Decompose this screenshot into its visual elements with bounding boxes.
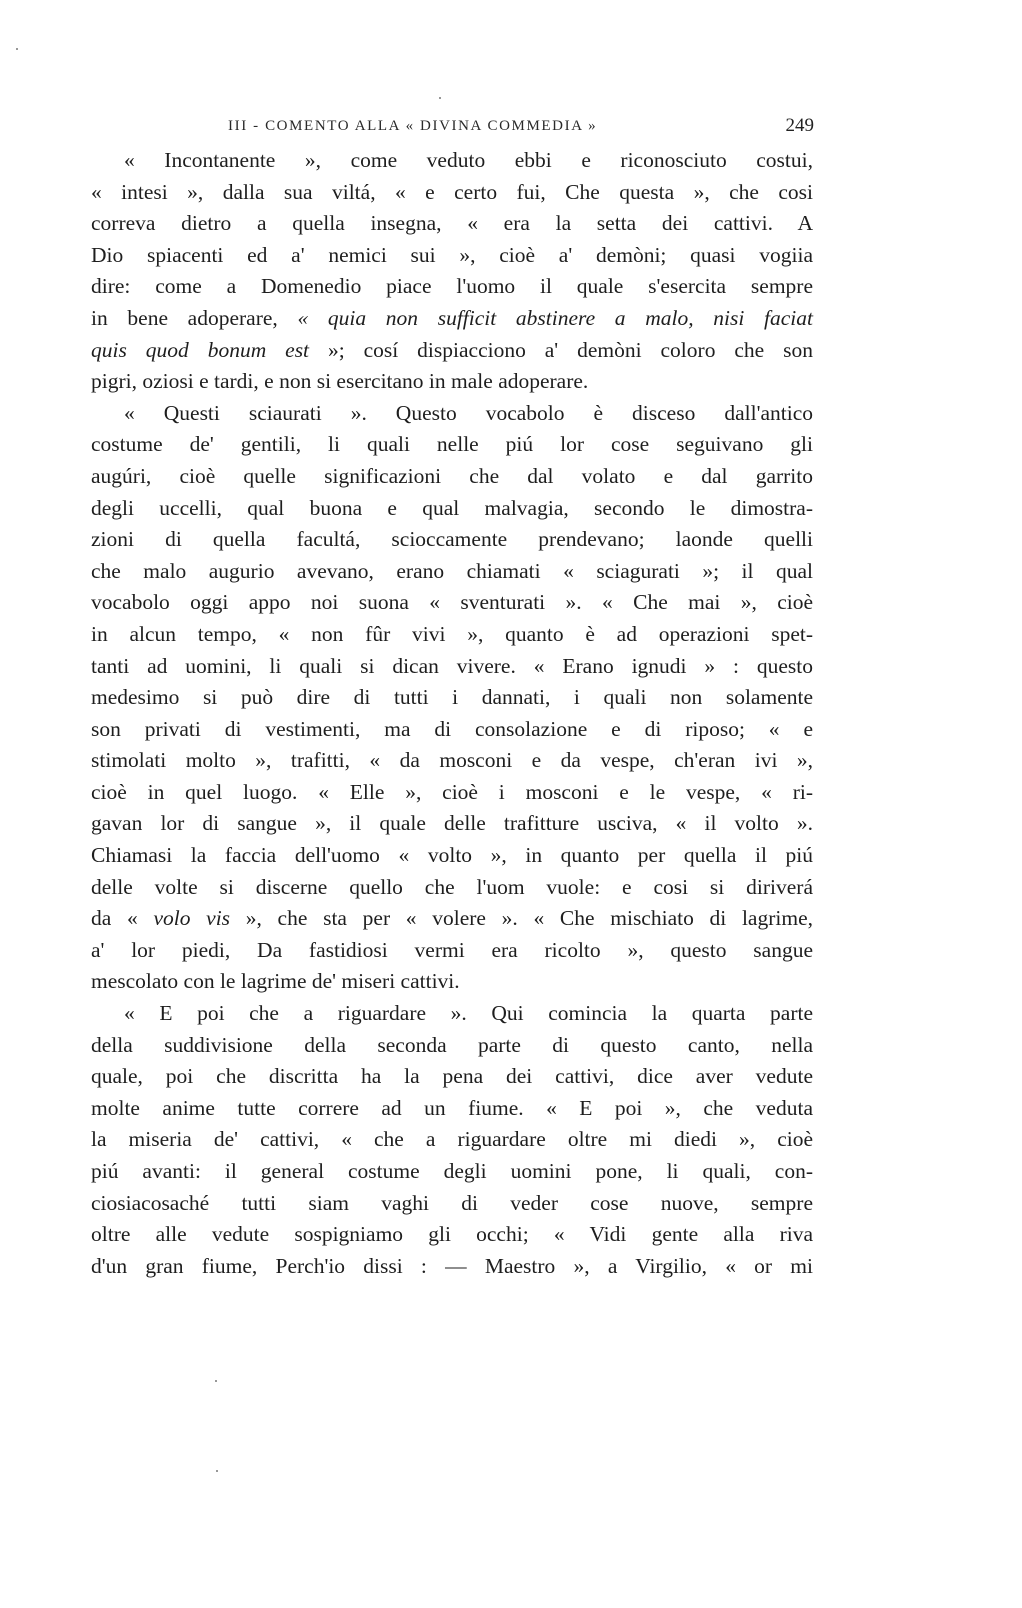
text-line xyxy=(91,935,813,967)
latin-quotation: quis quod bonum est xyxy=(91,337,310,362)
text-line xyxy=(91,429,813,461)
line-text: piú avanti: il general costume degli uomini pone, li quali, con- xyxy=(91,1159,813,1183)
text-line xyxy=(91,619,813,651)
scan-speck xyxy=(16,48,18,50)
line-text: « intesi », dalla sua viltá, « e certo fui, Che questa », che cosi xyxy=(91,179,813,204)
latin-quotation: « quia non sufficit abstinere a malo, nisi faciat xyxy=(297,305,813,330)
line-text: ciosiacosaché tutti siam vaghi di veder cose nuove, sempre xyxy=(91,1190,813,1215)
text-line xyxy=(91,966,813,998)
line-text: gavan lor di sangue », il quale delle trafitture usciva, « il volto ». xyxy=(91,811,813,836)
line-text: oltre alle vedute sospigniamo gli occhi; « Vidi gente alla riva xyxy=(91,1222,813,1247)
scan-speck xyxy=(439,97,441,99)
scan-speck xyxy=(215,1380,217,1382)
line-text: delle volte si discerne quello che l'uom vuole: e cosi si diriverá xyxy=(91,874,813,899)
text-line xyxy=(91,1156,813,1188)
text-line xyxy=(91,745,813,777)
latin-quotation: volo vis xyxy=(153,906,231,931)
line-text: la miseria de' cattivi, « che a riguardare oltre mi diedi », cioè xyxy=(91,1127,813,1152)
text-line xyxy=(91,208,813,240)
line-text: in alcun tempo, « non fûr vivi », quanto è ad operazioni spet- xyxy=(91,621,813,646)
line-text: Chiamasi la faccia dell'uomo « volto », in quanto per quella il piú xyxy=(91,843,813,868)
line-text: stimolati molto », trafitti, « da mosconi e da vespe, ch'eran ivi », xyxy=(91,748,813,773)
text-line xyxy=(91,461,813,493)
page-number: 249 xyxy=(785,115,814,136)
text-line xyxy=(91,1061,813,1093)
text-line xyxy=(91,682,813,714)
text-line xyxy=(91,1093,813,1125)
text-line xyxy=(91,493,813,525)
running-title: III - COMENTO ALLA « DIVINA COMMEDIA » xyxy=(228,118,598,134)
line-text: che malo augurio avevano, erano chiamati « sciagurati »; il qual xyxy=(91,558,813,583)
text-line xyxy=(91,1030,813,1062)
text-line xyxy=(91,240,813,272)
line-text: della suddivisione della seconda parte di questo canto, nella xyxy=(91,1032,813,1057)
text-line xyxy=(91,840,813,872)
text-line xyxy=(91,1124,813,1156)
text-line xyxy=(91,872,813,904)
text-line xyxy=(91,587,813,619)
text-line xyxy=(91,177,813,209)
scan-speck xyxy=(216,1470,218,1472)
line-text: dire: come a Domenedio piace l'uomo il quale s'esercita sempre xyxy=(91,274,813,299)
text-line xyxy=(91,556,813,588)
line-text: tanti ad uomini, li quali si dican vivere. « Erano ignudi » : questo xyxy=(91,653,813,678)
line-text: Dio spiacenti ed a' nemici sui », cioè a' demòni; quasi vogiia xyxy=(91,242,813,267)
line-text: »; cosí dispiacciono a' demòni coloro che son xyxy=(309,337,813,362)
text-line xyxy=(91,651,813,683)
line-text: medesimo si può dire di tutti i dannati, i quali non solamente xyxy=(91,685,813,710)
text-line xyxy=(91,1251,813,1283)
line-text: son privati di vestimenti, ma di consolazione e di riposo; « e xyxy=(91,716,813,741)
line-text: vocabolo oggi appo noi suona « sventurati ». « Che mai », cioè xyxy=(91,590,813,615)
text-line xyxy=(91,777,813,809)
text-line xyxy=(91,714,813,746)
line-text: da « xyxy=(91,906,154,931)
line-text: in bene adoperare, xyxy=(91,305,298,330)
line-text: pigri, oziosi e tardi, e non si esercitano in male adoperare. xyxy=(91,369,589,394)
body-text xyxy=(91,145,813,1282)
text-line xyxy=(91,524,813,556)
page-header xyxy=(228,115,814,144)
text-line xyxy=(91,303,813,335)
line-text: correva dietro a quella insegna, « era la setta dei cattivi. A xyxy=(91,211,813,236)
line-text: quale, poi che discritta ha la pena dei cattivi, dice aver vedute xyxy=(91,1064,813,1089)
text-line xyxy=(91,366,813,398)
text-line xyxy=(91,335,813,367)
line-text: cioè in quel luogo. « Elle », cioè i mosconi e le vespe, « ri- xyxy=(91,779,813,804)
text-line xyxy=(91,271,813,303)
text-line xyxy=(91,145,813,177)
text-line xyxy=(91,903,813,935)
line-text: mescolato con le lagrime de' miseri cattivi. xyxy=(91,969,460,994)
line-text: a' lor piedi, Da fastidiosi vermi era ricolto », questo sangue xyxy=(91,937,813,962)
text-line xyxy=(91,998,813,1030)
text-line xyxy=(91,808,813,840)
line-text: molte anime tutte correre ad un fiume. « E poi », che veduta xyxy=(91,1095,813,1120)
line-text: « Questi sciaurati ». Questo vocabolo è disceso dall'antico xyxy=(124,400,813,425)
line-text: degli uccelli, qual buona e qual malvagia, secondo le dimostra- xyxy=(91,495,813,520)
line-text: d'un gran fiume, Perch'io dissi : — Maestro », a Virgilio, « or mi xyxy=(91,1253,813,1278)
line-text: « E poi che a riguardare ». Qui comincia la quarta parte xyxy=(124,1001,813,1026)
line-text: », che sta per « volere ». « Che mischiato di lagrime, xyxy=(230,906,813,931)
line-text: « Incontanente », come veduto ebbi e riconosciuto costui, xyxy=(124,148,813,172)
text-line xyxy=(91,398,813,430)
line-text: costume de' gentili, li quali nelle piú lor cose seguivano gli xyxy=(91,432,813,457)
line-text: zioni di quella facultá, scioccamente prendevano; laonde quelli xyxy=(91,527,813,552)
text-line xyxy=(91,1188,813,1220)
line-text: augúri, cioè quelle significazioni che dal volato e dal garrito xyxy=(91,463,813,488)
text-line xyxy=(91,1219,813,1251)
